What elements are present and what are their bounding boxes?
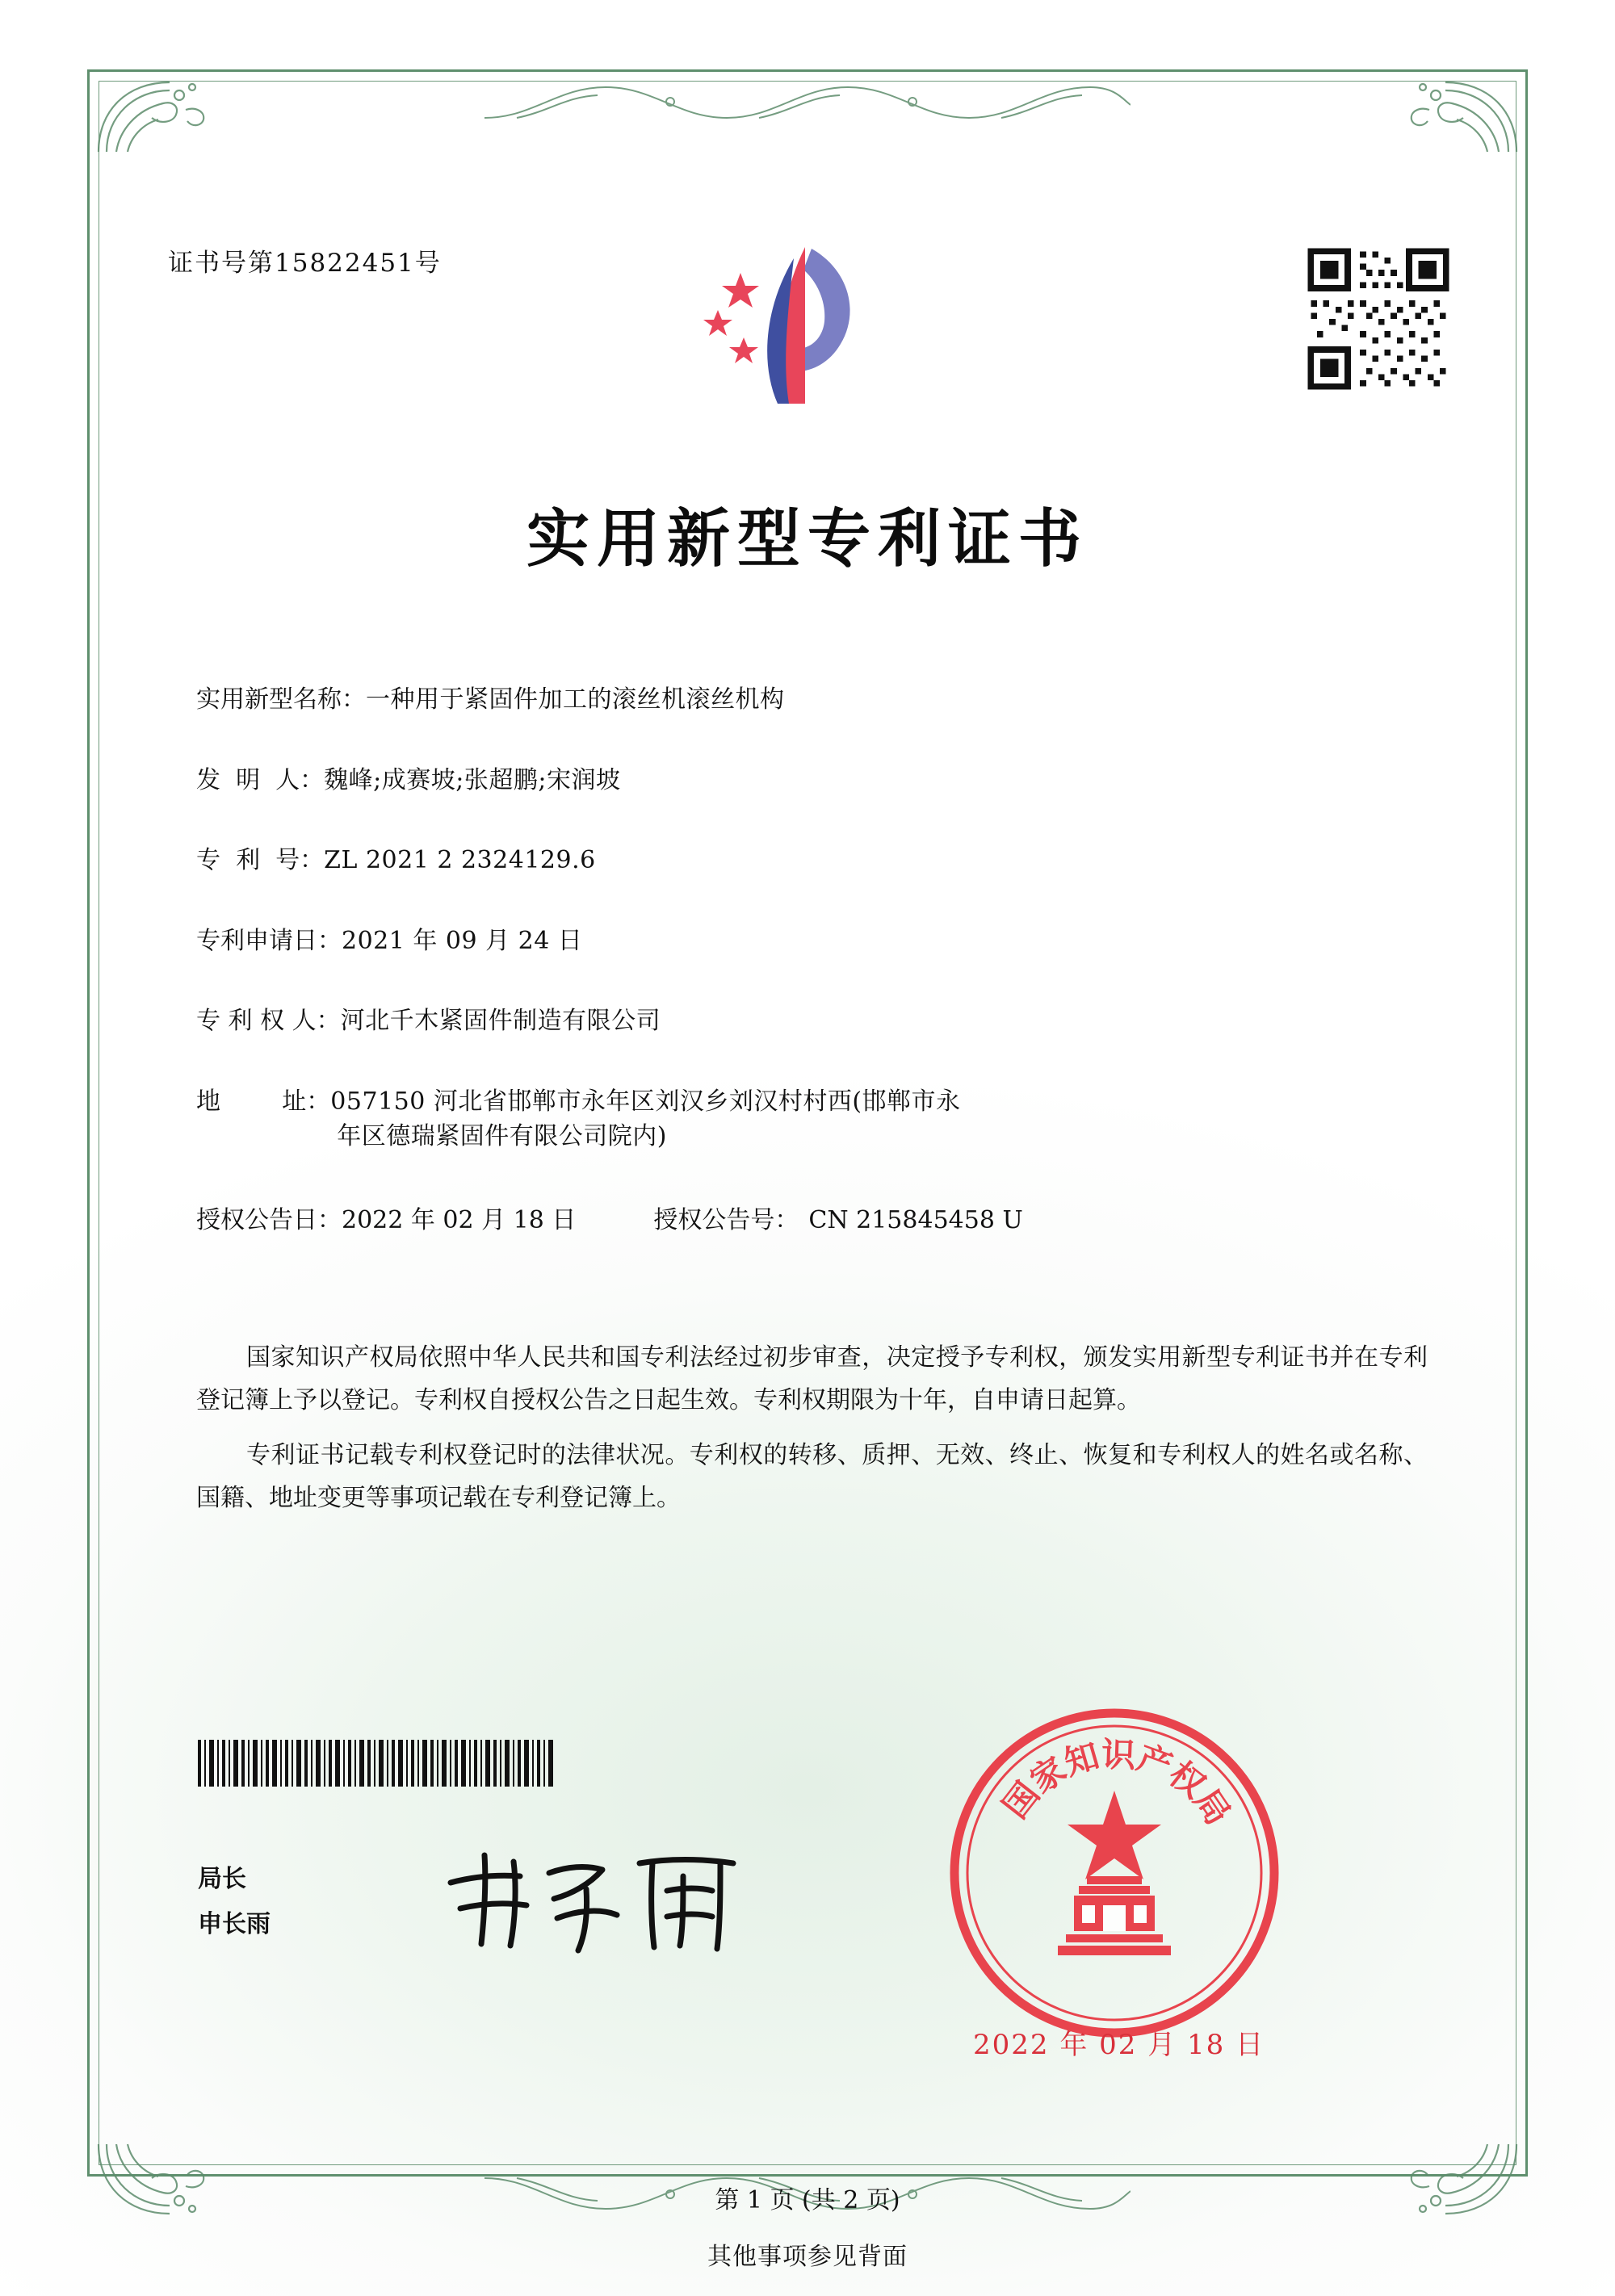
field-value: ZL 2021 2 2324129.6: [324, 846, 596, 874]
svg-text:知: 知: [1059, 1735, 1104, 1783]
corner-ornament-icon: [95, 78, 216, 155]
field-label: 发 明 人：: [196, 765, 325, 794]
grant-date-label: 授权公告日：: [196, 1205, 342, 1234]
field-application-date: [196, 924, 1424, 959]
svg-text:识: 识: [1101, 1734, 1136, 1775]
field-value-continued: 年区德瑞紧固件有限公司院内): [337, 1122, 668, 1150]
handwritten-signature-icon: [436, 1841, 775, 1962]
field-value: 一种用于紧固件加工的滚丝机滚丝机构: [366, 685, 785, 714]
barcode-icon: [198, 1740, 602, 1787]
svg-text:权: 权: [1161, 1753, 1213, 1806]
field-patent-number: [196, 843, 1424, 878]
svg-text:局: 局: [1186, 1781, 1239, 1833]
page-title: 实用新型专利证书: [526, 502, 1089, 576]
paragraph: 专利证书记载专利权登记时的法律状况。专利权的转移、质押、无效、终止、恢复和专利权人的姓名或名称、国籍、地址变更等事项记载在专利登记簿上。: [196, 1440, 1428, 1513]
director-role-label: 局长: [198, 1865, 246, 1893]
field-grant-announcement: [196, 1200, 1424, 1235]
svg-text:国: 国: [995, 1774, 1047, 1826]
official-red-seal-icon: [945, 1703, 1284, 2043]
edge-ornament-icon: [484, 78, 1130, 121]
field-value: 河北千木紧固件制造有限公司: [340, 1007, 661, 1035]
field-utility-model-name: [196, 682, 1424, 718]
field-label: 专 利 权 人：: [196, 1007, 341, 1035]
grant-number-label: 授权公告号：: [653, 1205, 799, 1234]
svg-text:家: 家: [1022, 1749, 1074, 1801]
field-value: 057150 河北省邯郸市永年区刘汉乡刘汉村村西(邯郸市永: [330, 1087, 961, 1116]
field-value: 2021 年 09 月 24 日: [342, 926, 583, 955]
field-patentee: [196, 1003, 1424, 1039]
grant-date-value: 2022 年 02 月 18 日: [342, 1205, 577, 1234]
field-label: 专 利 号：: [196, 846, 325, 874]
field-label: 实用新型名称：: [196, 685, 366, 714]
field-value: 魏峰;成赛坡;张超鹏;宋润坡: [324, 765, 621, 794]
corner-ornament-icon: [1399, 78, 1520, 155]
certificate-number: 证书号第15822451号: [168, 249, 442, 278]
seal-date: 2022 年 02 月 18 日: [973, 2029, 1265, 2061]
footer-note: 其他事项参见背面: [707, 2243, 908, 2271]
certificate-fields: [196, 682, 1424, 1267]
page-number: 第 1 页 (共 2 页): [715, 2186, 900, 2214]
field-address: [196, 1084, 1424, 1154]
grant-number-value: CN 215845458 U: [808, 1205, 1023, 1234]
director-name: 申长雨: [198, 1909, 271, 1938]
legal-text: [196, 1336, 1428, 1531]
svg-text:产: 产: [1131, 1737, 1178, 1787]
field-label: 地 址：: [196, 1087, 331, 1116]
director-block: [198, 1857, 271, 1946]
cnipa-emblem-logo-icon: [690, 242, 892, 416]
field-label: 专利申请日：: [196, 926, 342, 955]
field-value-group: [330, 1084, 1424, 1154]
qr-code-icon: [1302, 242, 1455, 396]
field-inventors: [196, 763, 1424, 798]
paragraph: 国家知识产权局依照中华人民共和国专利法经过初步审查，决定授予专利权，颁发实用新型专利证书并在专利登记簿上予以登记。专利权自授权公告之日起生效。专利权期限为十年，自申请日起算。: [196, 1343, 1428, 1415]
